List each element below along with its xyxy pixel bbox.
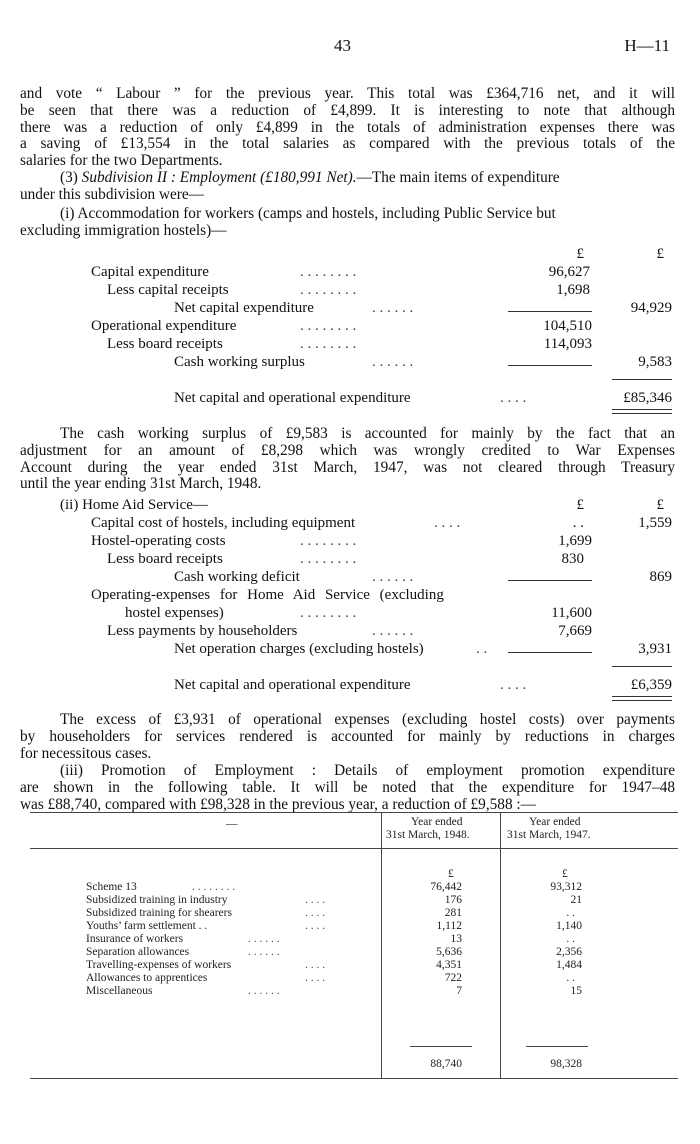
currency-label: £: [576, 246, 584, 262]
table-row-label: Scheme 13: [86, 881, 137, 893]
statement-row: Net operation charges (excluding hostels) . . 3,931: [174, 641, 672, 657]
text-line: was £88,740, compared with £98,328 in the previous year, a reduction of £9,588 :—: [20, 795, 536, 813]
table-row-label: Miscellaneous: [86, 985, 153, 997]
statement-row: Hostel-operating costs . . . . . . . . 1,699: [91, 533, 592, 549]
text-line: a saving of £13,554 in the total salaries as compared with the previous totals of the: [20, 135, 675, 153]
table-cell: 1,140: [556, 920, 582, 932]
table-row-label: Allowances to apprentices: [86, 972, 208, 984]
column-header: 31st March, 1947.: [507, 829, 591, 841]
document-page: 43 H—11 and vote “ Labour ” for the previous year. This total was £364,716 net, and it will be seen that there was a reduction of £4,899. It is interesting to note that although there was a reduction of only £4,899 in the totals of administration expenses there was a saving of £13,554 in the total salaries as compared with the previous totals of the salaries for the two Departments. (3) Subdivision II : Employment (£180,991 Net).—The main items of expenditure under this subdivision were— (i) Accommodation for workers (camps and hostels, including Public Service but excluding immigration hostels)— £ £ Capital expenditure . . . . . . . . 96,627 Less capital receipts . . . . . . . . 1,698 Net capital expenditure . . . . . . 94,929 Operational expenditure . . . . . . . . 104,510 Less board receipts . . . . . . . . 114,093 Cash working surplus . . . . . . 9,583 Net capital and operational expenditure . . . . £85,346 The cash working surplus of £9,583 is accounted for mainly by the fact that an adjustment for an amount of £8,298 which was wrongly credited to War Expenses Account during the year ended 31st March, 1947, was not cleared through Treasury until the year ending 31st March, 1948. (ii) Home Aid Service— £ £ Capital cost of hostels, including equipment . . . . . . 1,559 Hostel-operating costs . . . . . . . . 1,699 Less board receipts . . . . . . . . 830 Cash working deficit . . . . . . 869 Operating-expenses for Home Aid Service (excluding hostel expenses) . . . . . . . . 11,600 Less payments by householders . . . . . . 7,669 Net operation charges (excluding hostels) . . 3,931 Net capital and operational expenditure . . . . £6,359 The excess of £3,931 of operational expenses (excluding hostel costs) over payments by householders for services rendered is accounted for mainly by reductions in charges for necessitous cases. (iii) Promotion of Employment : Details of employment promotion expenditure are shown in the following table. It will be noted that the expenditure for 1947–48 was £88,740, compared with £98,328 in the previous year, a reduction of £9,588 :— — Year ended 31st March, 1948. Year ended 31st March, 1947. £ £ Scheme 13 . . . . . . . . 76,442 93,312 Subsidized training in industry . . . . 176 21 Subsidized training for shearers . . . . 281 . . Youths’ farm settlement . . . . . . 1,112 1,140 Insurance of workers . . . . . . 13 . . Separation allowances . . . . . . 5,636 2,356 Travelling-expenses of workers . . . . 4,351 1,484 Allowances to apprentices . . . . 722 . . Miscellaneous . . . . . . 7 15 88,740 98,328: [0, 0, 700, 1144]
text-line: The excess of £3,931 of operational expenses (excluding hostel costs) over payments: [60, 711, 675, 728]
table-header-dash: —: [226, 818, 238, 830]
table-total: 88,740: [430, 1058, 462, 1070]
table-cell: 15: [570, 985, 582, 997]
table-row-label: Travelling-expenses of workers: [86, 959, 232, 971]
section-heading: (ii) Home Aid Service—: [60, 497, 208, 513]
text-line: are shown in the following table. It will be noted that the expenditure for 1947–48: [20, 778, 675, 796]
subdivision-prefix: (3): [60, 169, 78, 186]
currency-label: £: [562, 868, 568, 880]
currency-label: £: [656, 497, 664, 513]
statement-row: Less capital receipts . . . . . . . . 1,698: [107, 282, 590, 298]
subdivision-rest: —The main items of expenditure: [356, 169, 560, 186]
text-line: The cash working surplus of £9,583 is accounted for mainly by the fact that an: [60, 425, 675, 442]
text-line: (iii) Promotion of Employment : Details of employment promotion expenditure: [60, 762, 675, 779]
table-cell: 2,356: [556, 946, 582, 958]
currency-label: £: [656, 246, 664, 262]
text-line: adjustment for an amount of £8,298 which was wrongly credited to War Expenses: [20, 441, 675, 459]
table-row-label: Subsidized training in industry: [86, 894, 228, 906]
statement-row: Operating-expenses for Home Aid Service (excluding: [91, 587, 444, 603]
text-line: by householders for services rendered is accounted for mainly by reductions in charges: [20, 727, 675, 745]
page-reference: H—11: [624, 36, 670, 55]
table-cell: 281: [444, 907, 462, 919]
statement-row: Less board receipts . . . . . . . . 830: [107, 551, 584, 567]
currency-label: £: [448, 868, 454, 880]
table-cell: 176: [444, 894, 462, 906]
text-line: for necessitous cases.: [20, 744, 152, 762]
text-line: until the year ending 31st March, 1948.: [20, 475, 262, 493]
table-cell: 13: [450, 933, 462, 945]
table-cell: 5,636: [436, 946, 462, 958]
page-number: 43: [334, 36, 351, 55]
subdivision-title: Subdivision II : Employment (£180,991 Net).: [81, 169, 357, 186]
column-header: Year ended: [411, 816, 463, 828]
table-total: 98,328: [550, 1058, 582, 1070]
text-line: be seen that there was a reduction of £4,899. It is interesting to note that although: [20, 101, 675, 119]
table-cell: . .: [566, 933, 575, 945]
text-line: under this subdivision were—: [20, 185, 204, 203]
table-cell: 1,112: [436, 920, 462, 932]
table-cell: . .: [566, 907, 575, 919]
table-row-label: Subsidized training for shearers: [86, 907, 232, 919]
table-cell: 76,442: [430, 881, 462, 893]
table-row-label: Insurance of workers: [86, 933, 184, 945]
text-line: Account during the year ended 31st March, 1947, was not cleared through Treasury: [20, 458, 675, 476]
column-header: Year ended: [529, 816, 581, 828]
statement-total-row: Net capital and operational expenditure . . . . £6,359: [174, 677, 672, 693]
statement-row: Capital cost of hostels, including equipment . . . . . . 1,559: [91, 515, 672, 531]
table-cell: 7: [456, 985, 462, 997]
table-cell: 93,312: [550, 881, 582, 893]
text-line: (i) Accommodation for workers (camps and hostels, including Public Service but: [60, 205, 556, 222]
statement-row: Net capital expenditure . . . . . . 94,929: [174, 300, 672, 316]
statement-row: Cash working deficit . . . . . . 869: [174, 569, 672, 585]
currency-label: £: [576, 497, 584, 513]
table-cell: 4,351: [436, 959, 462, 971]
text-line: excluding immigration hostels)—: [20, 221, 227, 239]
statement-row: Capital expenditure . . . . . . . . 96,627: [91, 264, 590, 280]
statement-total-row: Net capital and operational expenditure . . . . £85,346: [174, 390, 672, 406]
table-row-label: Separation allowances: [86, 946, 190, 958]
table-cell: . .: [566, 972, 575, 984]
statement-row: Less payments by householders . . . . . . 7,669: [107, 623, 592, 639]
table-row-label: Youths’ farm settlement . .: [86, 920, 208, 932]
statement-row: Less board receipts . . . . . . . . 114,093: [107, 336, 592, 352]
statement-row: hostel expenses) . . . . . . . . 11,600: [125, 605, 592, 621]
statement-row: Operational expenditure . . . . . . . . 104,510: [91, 318, 592, 334]
column-header: 31st March, 1948.: [386, 829, 470, 841]
text-line: and vote “ Labour ” for the previous year. This total was £364,716 net, and it will: [20, 85, 675, 102]
text-line: there was a reduction of only £4,899 in the totals of administration expenses there was: [20, 118, 675, 136]
statement-row: Cash working surplus . . . . . . 9,583: [174, 354, 672, 370]
table-cell: 21: [570, 894, 582, 906]
text-line: salaries for the two Departments.: [20, 152, 223, 170]
table-cell: 722: [444, 972, 462, 984]
table-cell: 1,484: [556, 959, 582, 971]
